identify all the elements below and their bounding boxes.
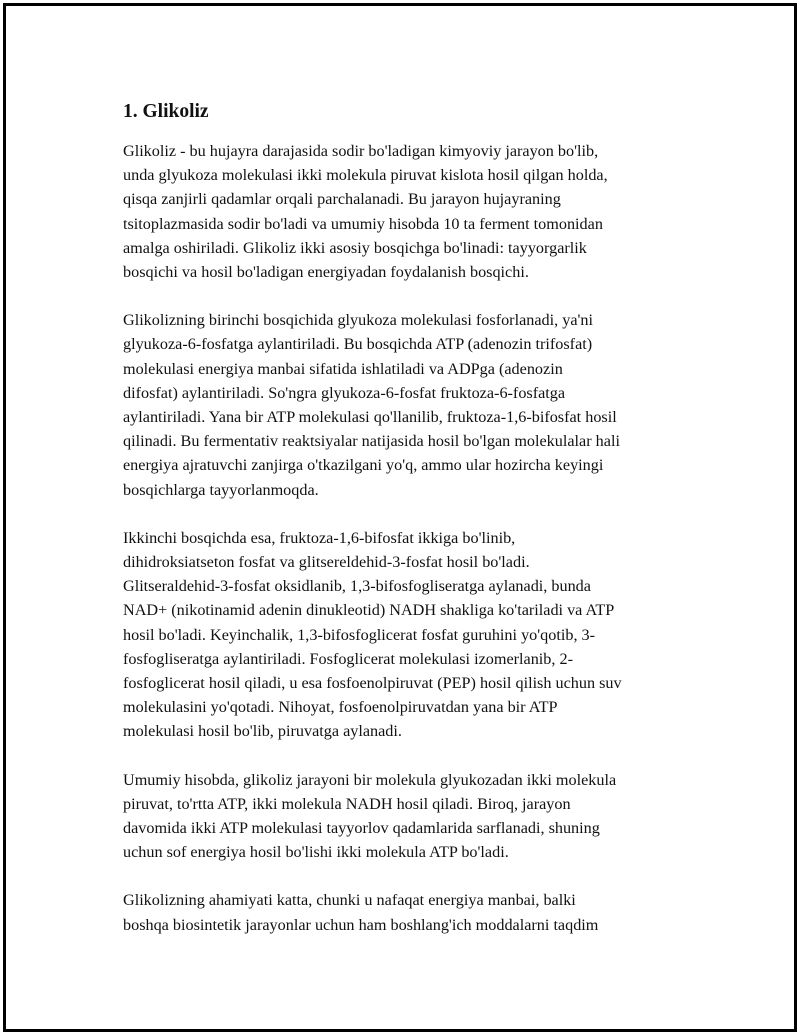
document-body xyxy=(123,98,703,961)
text-line: qilinadi. Bu fermentativ reaktsiyalar natijasida hosil bo'lgan molekulalar hali xyxy=(123,432,620,451)
text-line: aylantiriladi. Yana bir ATP molekulasi qo'llanilib, fruktoza-1,6-bifosfat hosil xyxy=(123,408,617,427)
text-line: Glitseraldehid-3-fosfat oksidlanib, 1,3-bifosfogliseratga aylanadi, bunda xyxy=(123,577,591,596)
paragraph-significance xyxy=(123,888,703,936)
text-line: Glikolizning birinchi bosqichida glyukoza molekulasi fosforlanadi, ya'ni xyxy=(123,311,594,330)
text-line: fosfoglicerat hosil qiladi, u esa fosfoenolpiruvat (PEP) hosil qilish uchun suv xyxy=(123,674,622,693)
text-line: dihidroksiatseton fosfat va glitsereldehid-3-fosfat hosil bo'ladi. xyxy=(123,553,530,572)
text-line: molekulasi energiya manbai sifatida ishlatiladi va ADPga (adenozin xyxy=(123,359,563,378)
text-line: boshqa biosintetik jarayonlar uchun ham boshlang'ich moddalarni taqdim xyxy=(123,915,599,934)
paragraph-second-stage xyxy=(123,526,703,744)
text-line: bosqichlarga tayyorlanmoqda. xyxy=(123,480,319,499)
text-line: molekulasini yo'qotadi. Nihoyat, fosfoenolpiruvatdan yana bir ATP xyxy=(123,698,558,717)
text-line: NAD+ (nikotinamid adenin dinukleotid) NADH shakliga ko'tariladi va ATP xyxy=(123,601,615,620)
text-line: piruvat, to'rtta ATP, ikki molekula NADH hosil qiladi. Biroq, jarayon xyxy=(123,794,571,813)
text-line: davomida ikki ATP molekulasi tayyorlov qadamlarida sarflanadi, shuning xyxy=(123,819,600,838)
text-line: hosil bo'ladi. Keyinchalik, 1,3-bifosfoglicerat fosfat guruhini yo'qotib, 3- xyxy=(123,625,596,644)
paragraph-first-stage xyxy=(123,308,703,502)
text-line: Glikoliz - bu hujayra darajasida sodir bo'ladigan kimyoviy jarayon bo'lib, xyxy=(123,142,599,160)
text-line: fosfogliseratga aylantiriladi. Fosfoglicerat molekulasi izomerlanib, 2- xyxy=(123,649,573,668)
text-line: uchun sof energiya hosil bo'lishi ikki molekula ATP bo'ladi. xyxy=(123,843,509,862)
paragraph-intro xyxy=(123,139,703,284)
text-line: bosqichi va hosil bo'ladigan energiyadan foydalanish bosqichi. xyxy=(123,263,529,282)
page-frame xyxy=(3,3,797,1032)
text-line: molekulasi hosil bo'lib, piruvatga aylanadi. xyxy=(123,722,402,741)
text-line: tsitoplazmasida sodir bo'ladi va umumiy hisobda 10 ta ferment tomonidan xyxy=(123,214,603,233)
text-line: energiya ajratuvchi zanjirga o'tkazilgani yo'q, ammo ular hozircha keyingi xyxy=(123,456,604,475)
section-heading: 1. Glikoliz xyxy=(123,101,209,122)
text-line: qisqa zanjirli qadamlar orqali parchalanadi. Bu jarayon hujayraning xyxy=(123,190,561,209)
text-line: unda glyukoza molekulasi ikki molekula piruvat kislota hosil qilgan holda, xyxy=(123,166,608,185)
text-line: Glikolizning ahamiyati katta, chunki u nafaqat energiya manbai, balki xyxy=(123,891,576,910)
text-line: glyukoza-6-fosfatga aylantiriladi. Bu bosqichda ATP (adenozin trifosfat) xyxy=(123,335,593,354)
text-line: Umumiy hisobda, glikoliz jarayoni bir molekula glyukozadan ikki molekula xyxy=(123,770,617,789)
text-line: amalga oshiriladi. Glikoliz ikki asosiy bosqichga bo'linadi: tayyorgarlik xyxy=(123,238,587,257)
text-line: Ikkinchi bosqichda esa, fruktoza-1,6-bifosfat ikkiga bo'linib, xyxy=(123,528,516,547)
text-line: difosfat) aylantiriladi. So'ngra glyukoza-6-fosfat fruktoza-6-fosfatga xyxy=(123,383,566,402)
paragraph-summary xyxy=(123,768,703,865)
